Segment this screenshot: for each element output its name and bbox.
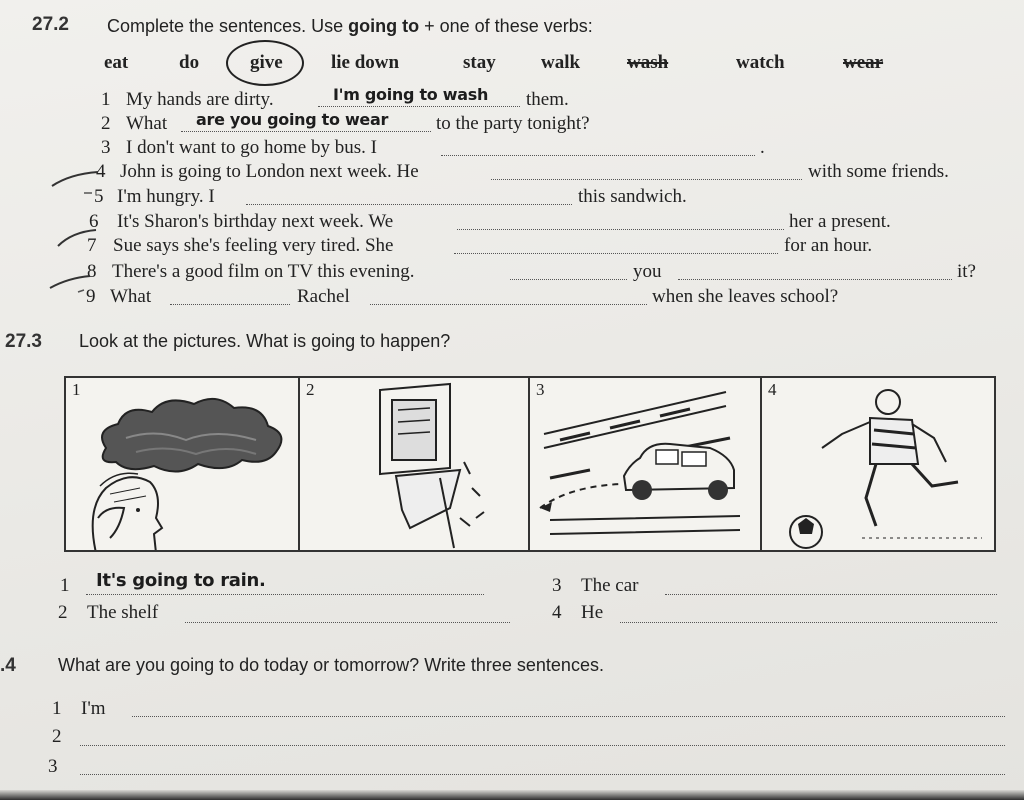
exercise-instruction: Look at the pictures. What is going to happen? [79,331,451,351]
verb-wash: wash [627,52,669,73]
handwritten-answer: It's going to rain. [96,570,266,591]
item-text: Sue says she's feeling very tired. She [113,235,394,256]
item-number: 1 [52,698,62,719]
answer-blank[interactable] [491,179,802,180]
answer-blank[interactable] [86,594,484,595]
answer-blank[interactable] [80,774,1005,775]
answer-blank[interactable] [454,253,778,254]
pencil-marks [40,160,110,310]
item-text: He [581,602,604,623]
answer-blank[interactable] [318,106,520,107]
item-text: for an hour. [784,235,873,256]
picture-panel-3 [528,376,762,552]
instruction-text: + one of these verbs: [419,16,593,36]
item-number: 2 [101,113,111,134]
item-text: The shelf [87,602,159,623]
answer-blank[interactable] [132,716,1005,717]
item-number: 6 [89,211,99,232]
verb-lie-down: lie down [331,52,400,73]
picture-panel-2 [298,376,530,552]
item-text: There's a good film on TV this evening. [112,261,415,282]
verb-do: do [179,52,200,73]
footballer-illustration [762,378,994,550]
item-number: 4 [96,161,106,182]
item-text: them. [526,89,569,110]
item-text: The car [581,575,639,596]
item-number: 7 [87,235,97,256]
item-number: 3 [48,756,58,777]
skidding-car-illustration [530,378,760,550]
answer-blank[interactable] [678,279,952,280]
verb-eat: eat [104,52,129,73]
answer-blank[interactable] [510,279,627,280]
exercise-instruction [107,16,593,37]
answer-blank[interactable] [185,622,510,623]
exercise-number: 27.2 [32,14,69,35]
panel-number: 4 [768,380,777,399]
item-text: to the party tonight? [436,113,590,134]
item-text: you [633,261,662,282]
item-number: 9 [86,286,96,307]
panel-number: 3 [536,380,545,399]
answer-blank[interactable] [80,745,1005,746]
instruction-text: Complete the sentences. Use [107,16,349,36]
verb-watch: watch [736,52,785,73]
item-text: Rachel [297,286,350,307]
item-text: . [760,137,765,158]
item-number: 8 [87,261,97,282]
answer-blank[interactable] [246,204,572,205]
verb-walk: walk [541,52,581,73]
answer-blank[interactable] [620,622,997,623]
exercise-instruction: What are you going to do today or tomorrow? Write three sentences. [58,655,604,675]
answer-blank[interactable] [665,594,997,595]
item-text: her a present. [789,211,891,232]
handwritten-answer: I'm going to wash [333,85,489,104]
item-number: 5 [94,186,104,207]
item-text: It's Sharon's birthday next week. We [117,211,394,232]
item-text: with some friends. [808,161,949,182]
item-number: 1 [60,575,70,596]
item-text: I'm [81,698,106,719]
picture-panel-1 [64,376,300,552]
item-number: 3 [552,575,562,596]
verb-stay: stay [463,52,496,73]
item-text: I'm hungry. I [117,186,215,207]
item-number: 2 [58,602,68,623]
answer-blank[interactable] [170,304,290,305]
answer-blank[interactable] [441,155,755,156]
picture-panel-4 [760,376,996,552]
handwritten-answer: are you going to wear [196,110,389,129]
verb-give: give [250,52,283,73]
item-text: My hands are dirty. [126,89,274,110]
answer-blank[interactable] [370,304,647,305]
item-text: this sandwich. [578,186,687,207]
item-text: What [126,113,168,134]
exercise-number: .4 [0,655,16,676]
page-edge [0,790,1024,800]
item-text: John is going to London next week. He [120,161,419,182]
item-number: 1 [101,89,111,110]
verb-wear: wear [843,52,884,73]
item-number: 4 [552,602,562,623]
panel-number: 2 [306,380,315,399]
answer-blank[interactable] [181,131,431,132]
answer-blank[interactable] [457,229,784,230]
item-text: it? [957,261,976,282]
item-text: I don't want to go home by bus. I [126,137,377,158]
rain-cloud-illustration [66,378,298,550]
item-text: What [110,286,152,307]
item-text: when she leaves school? [652,286,839,307]
exercise-number: 27.3 [5,331,42,352]
instruction-bold: going to [348,16,420,36]
falling-shelf-illustration [300,378,528,550]
item-number: 3 [101,137,111,158]
item-number: 2 [52,726,62,747]
panel-number: 1 [72,380,81,399]
